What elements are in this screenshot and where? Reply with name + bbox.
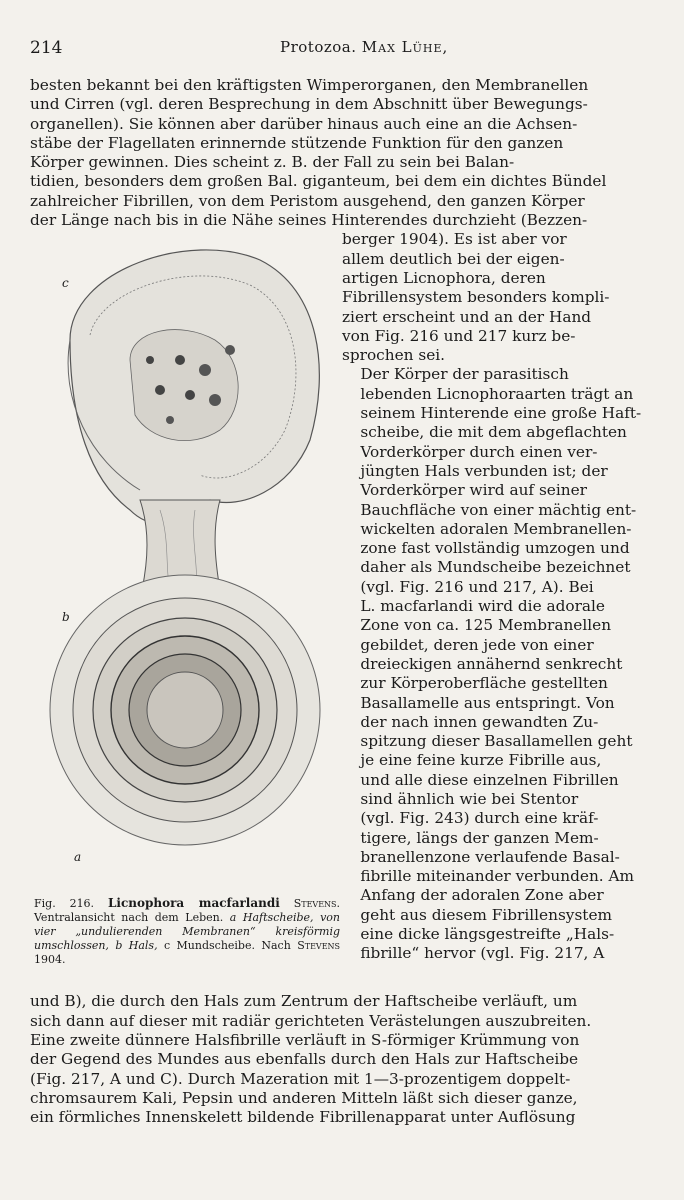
line: (vgl. Fig. 243) durch eine kräf- bbox=[360, 809, 599, 828]
running-author: Max Lühe, bbox=[361, 38, 449, 56]
line: Anfang der adoralen Zone aber bbox=[360, 886, 604, 905]
line: (Fig. 217, A und C). Durch Mazeration mit 1—3-prozentigem doppelt- bbox=[30, 1069, 571, 1088]
figure-216 bbox=[30, 230, 342, 990]
caption-year: 1904. bbox=[34, 953, 66, 967]
right-para-1 bbox=[342, 230, 656, 365]
line: berger 1904). Es ist aber vor bbox=[342, 230, 567, 249]
line: ein förmliches Innenskelett bildende Fibrillenapparat unter Auflösung bbox=[30, 1108, 576, 1127]
line: Zone von ca. 125 Membranellen bbox=[360, 616, 612, 635]
line: Vorderkörper wird auf seiner bbox=[360, 481, 587, 500]
page-number: 214 bbox=[30, 38, 63, 58]
label-a: a bbox=[74, 850, 82, 865]
line: Körper gewinnen. Dies scheint z. B. der Fall zu sein bei Balan- bbox=[30, 153, 515, 172]
mouth-disc bbox=[68, 250, 319, 524]
line: Der Körper der parasitisch bbox=[360, 365, 569, 384]
adhesive-disc bbox=[50, 575, 320, 845]
figure-caption bbox=[34, 896, 340, 967]
line: zone fast vollständig umzogen und bbox=[360, 539, 630, 558]
right-para-2 bbox=[342, 365, 656, 963]
label-b: b bbox=[62, 610, 70, 625]
line: organellen). Sie können aber darüber hinaus auch eine an die Achsen- bbox=[30, 114, 578, 133]
line: und Cirren (vgl. deren Besprechung in dem Abschnitt über Bewegungs- bbox=[30, 95, 588, 114]
line: tigere, längs der ganzen Mem- bbox=[360, 828, 599, 847]
two-column-section bbox=[30, 230, 656, 990]
line: gebildet, deren jede von einer bbox=[360, 635, 594, 654]
caption-number: Fig. 216. bbox=[34, 897, 95, 911]
line: der Länge nach bis in die Nähe seines Hinterendes durchzieht (Bezzen- bbox=[30, 211, 588, 230]
line: lebenden Licnophoraarten trägt an bbox=[360, 384, 634, 403]
caption-text2: a Haftscheibe, von vier „undulierenden Membranen“ kreisförmig umschlossen, b Hals, bbox=[34, 911, 340, 953]
line: artigen Licnophora, deren bbox=[342, 268, 546, 287]
line: Eine zweite dünnere Halsfibrille verläuft in S-förmiger Krümmung von bbox=[30, 1030, 580, 1049]
running-title-text: Protozoa. bbox=[280, 38, 357, 56]
line: zur Körperoberfläche gestellten bbox=[360, 674, 608, 693]
caption-author: Stevens. bbox=[293, 897, 341, 911]
line: und B), die durch den Hals zum Zentrum der Haftscheibe verläuft, um bbox=[30, 992, 578, 1011]
page-header bbox=[30, 30, 656, 64]
running-title bbox=[280, 38, 448, 56]
line: L. macfarlandi wird die adorale bbox=[360, 597, 605, 616]
line: tidien, besonders dem großen Bal. giganteum, bei dem ein dichtes Bündel bbox=[30, 172, 607, 191]
line: eine dicke längsgestreifte „Hals- bbox=[360, 925, 615, 944]
line: dreieckigen annähernd senkrecht bbox=[360, 654, 623, 673]
line: wickelten adoralen Membranellen- bbox=[360, 519, 632, 538]
line: und alle diese einzelnen Fibrillen bbox=[360, 770, 619, 789]
line: stäbe der Flagellaten erinnernde stützende Funktion für den ganzen bbox=[30, 133, 564, 152]
page bbox=[30, 30, 656, 1127]
line: Vorderkörper durch einen ver- bbox=[360, 442, 598, 461]
paragraph-top bbox=[30, 76, 656, 230]
line: jüngten Hals verbunden ist; der bbox=[360, 461, 608, 480]
line: (vgl. Fig. 216 und 217, A). Bei bbox=[360, 577, 594, 596]
caption-text1: Ventralansicht nach dem Leben. bbox=[34, 911, 224, 925]
line: chromsaurem Kali, Pepsin und anderen Mitteln läßt sich dieser ganze, bbox=[30, 1088, 578, 1107]
line: Bauchfläche von einer mächtig ent- bbox=[360, 500, 637, 519]
line: der Gegend des Mundes aus ebenfalls durch den Hals zur Haftscheibe bbox=[30, 1050, 579, 1069]
line: ziert erscheint und an der Hand bbox=[342, 307, 592, 326]
line: branellenzone verlaufende Basal- bbox=[360, 847, 620, 866]
line: Basallamelle aus entspringt. Von bbox=[360, 693, 615, 712]
line: sprochen sei. bbox=[342, 346, 446, 365]
paragraph-bottom bbox=[30, 992, 656, 1127]
line: je eine feine kurze Fibrille aus, bbox=[360, 751, 602, 770]
line: seinem Hinterende eine große Haft- bbox=[360, 404, 642, 423]
line: fibrille miteinander verbunden. Am bbox=[360, 867, 635, 886]
right-column bbox=[342, 230, 656, 963]
licnophora-illustration bbox=[30, 230, 342, 890]
line: Fibrillensystem besonders kompli- bbox=[342, 288, 610, 307]
line: sich dann auf dieser mit radiär gerichteten Verästelungen auszubreiten. bbox=[30, 1011, 592, 1030]
caption-ref: Stevens bbox=[297, 939, 341, 953]
line: daher als Mundscheibe bezeichnet bbox=[360, 558, 631, 577]
line: von Fig. 216 und 217 kurz be- bbox=[342, 326, 576, 345]
line: geht aus diesem Fibrillensystem bbox=[360, 905, 612, 924]
line: besten bekannt bei den kräftigsten Wimperorganen, den Membranellen bbox=[30, 76, 589, 94]
line: sind ähnlich wie bei Stentor bbox=[360, 789, 579, 808]
caption-text3: c Mundscheibe. Nach bbox=[163, 939, 298, 953]
caption-title: Licnophora macfarlandi bbox=[107, 896, 280, 911]
line: fibrille“ hervor (vgl. Fig. 217, A bbox=[360, 944, 605, 963]
line: spitzung dieser Basallamellen geht bbox=[360, 732, 633, 751]
label-c: c bbox=[62, 276, 69, 291]
line: der nach innen gewandten Zu- bbox=[360, 712, 599, 731]
line: zahlreicher Fibrillen, von dem Peristom ausgehend, den ganzen Körper bbox=[30, 191, 585, 210]
line: allem deutlich bei der eigen- bbox=[342, 249, 565, 268]
line: scheibe, die mit dem abgeflachten bbox=[360, 423, 627, 442]
